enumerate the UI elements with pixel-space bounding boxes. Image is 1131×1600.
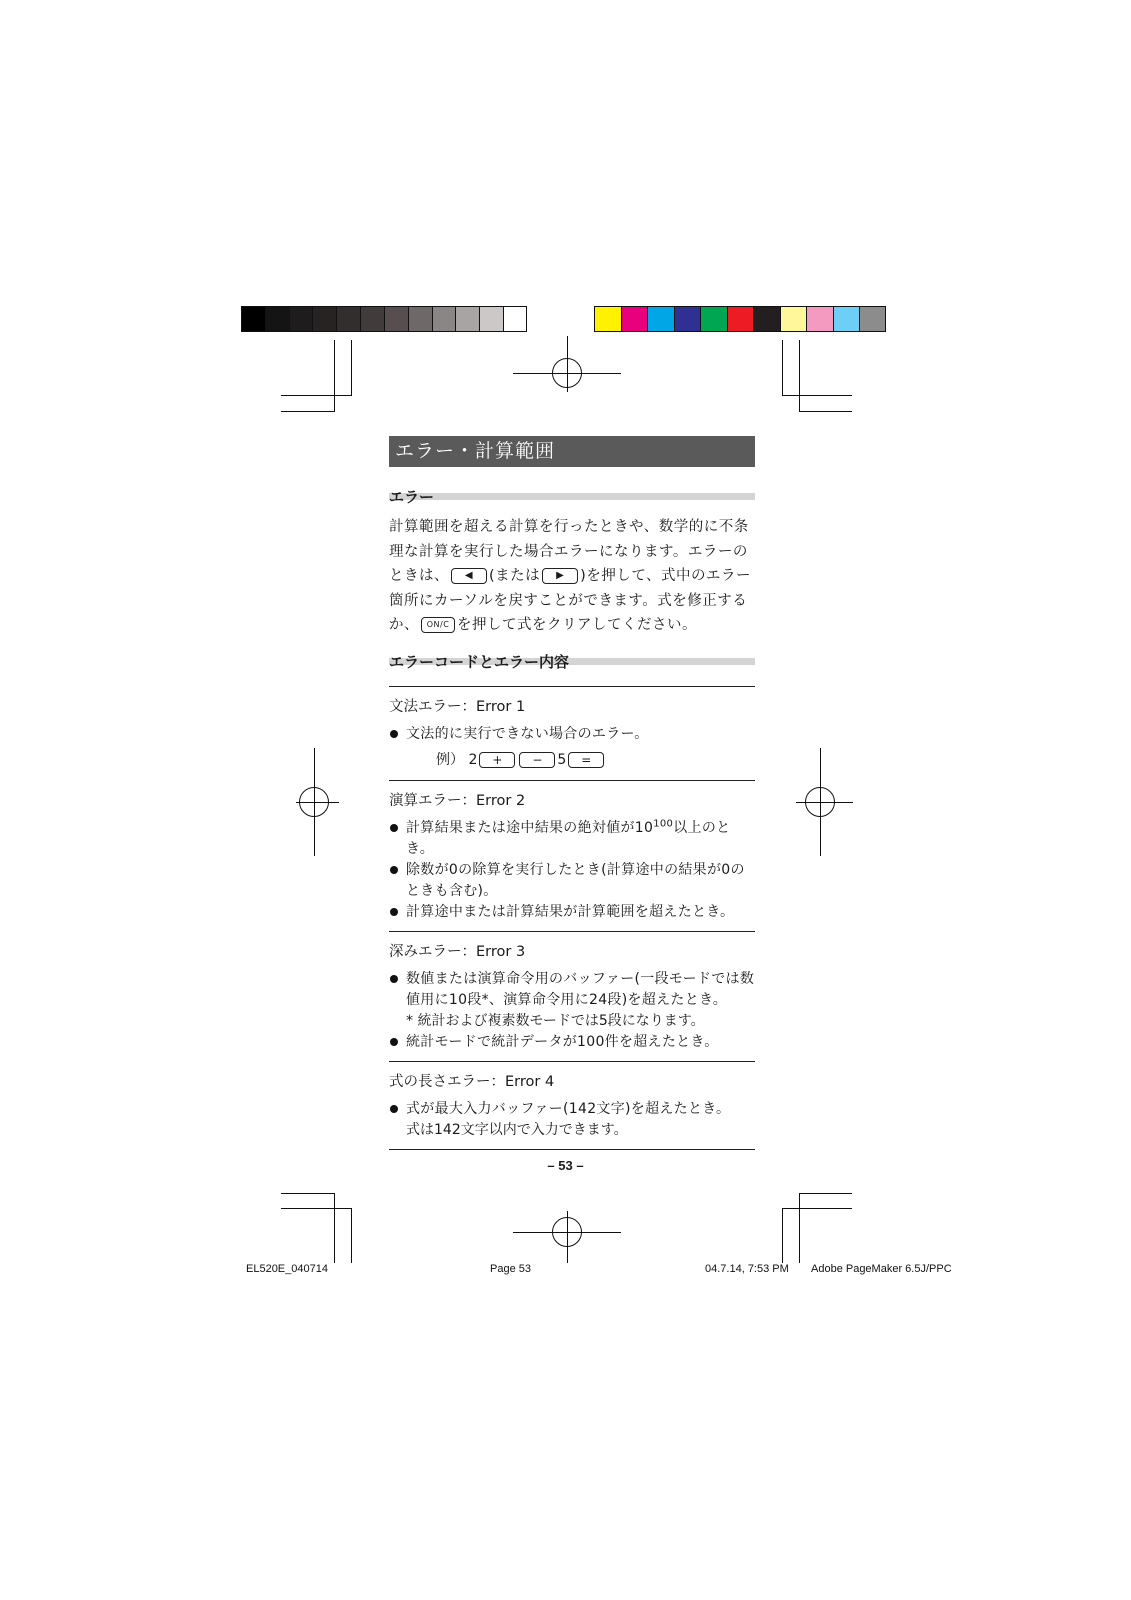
page-number: – 53 – <box>547 1158 584 1173</box>
heading-underline <box>389 493 755 500</box>
error-4-section <box>389 1062 755 1149</box>
swatch <box>675 307 702 331</box>
swatch <box>409 307 433 331</box>
crop-mark <box>334 1193 335 1263</box>
onc-key: ON/C <box>421 617 455 633</box>
bullet-item: 式が最大入力バッファー(142文字)を超えたとき。 <box>389 1099 755 1120</box>
swatch <box>595 307 622 331</box>
crop-mark <box>799 1193 852 1194</box>
swatch <box>266 307 290 331</box>
crop-mark <box>782 1208 852 1209</box>
swatch <box>456 307 480 331</box>
registration-circle <box>552 358 582 388</box>
color-bar <box>594 306 886 332</box>
footer-file: EL520E_040714 <box>246 1263 328 1275</box>
crop-mark <box>782 340 783 396</box>
error-1-title: 文法エラー：Error 1 <box>389 698 526 715</box>
swatch <box>728 307 755 331</box>
swatch <box>480 307 504 331</box>
swatch <box>754 307 781 331</box>
para-line: 箇所にカーソルを戻すことができます。式を修正する <box>389 592 748 609</box>
codes-heading <box>389 650 755 672</box>
bullet-icon <box>390 975 398 983</box>
bullet-icon <box>390 1105 398 1113</box>
bullet-icon <box>390 866 398 874</box>
swatch <box>860 307 885 331</box>
crop-mark <box>281 395 351 396</box>
para-line: か、 ON/C を押して式をクリアしてください。 <box>389 617 697 633</box>
swatch <box>807 307 834 331</box>
crop-mark <box>351 340 352 396</box>
crop-mark <box>281 1193 335 1194</box>
manual-content <box>389 436 755 1150</box>
swatch <box>504 307 526 331</box>
swatch <box>242 307 266 331</box>
footer-page: Page 53 <box>490 1263 531 1275</box>
swatch <box>337 307 361 331</box>
crop-mark <box>281 411 335 412</box>
error-3-title: 深みエラー：Error 3 <box>389 943 526 960</box>
swatch <box>622 307 649 331</box>
error-heading-text: エラー <box>389 488 435 506</box>
footer-date: 04.7.14, 7:53 PM <box>705 1263 789 1275</box>
codes-heading-text: エラーコードとエラー内容 <box>389 652 570 671</box>
bullet-icon <box>390 1038 398 1046</box>
error-2-section <box>389 781 755 931</box>
bullet-icon <box>390 824 398 832</box>
swatch <box>648 307 675 331</box>
swatch <box>701 307 728 331</box>
crop-mark <box>799 1193 800 1263</box>
para-line: 計算範囲を超える計算を行ったときや、数学的に不条 <box>389 519 749 535</box>
registration-circle <box>805 787 835 817</box>
divider <box>389 1149 755 1150</box>
crop-mark <box>334 340 335 412</box>
footnote: * 統計および複素数モードでは5段になります。 <box>406 1012 705 1029</box>
section-title: エラー・計算範囲 <box>389 436 755 467</box>
registration-circle <box>299 787 329 817</box>
bullet-item: 計算途中または計算結果が計算範囲を超えたとき。 <box>389 902 755 923</box>
registration-circle <box>552 1217 582 1247</box>
crop-mark <box>782 395 852 396</box>
example-line: 例） 2 + − 5 = <box>389 748 755 772</box>
error-description <box>389 515 755 638</box>
swatch <box>781 307 808 331</box>
para-line: 理な計算を実行した場合エラーになります。エラーの <box>389 543 748 560</box>
crop-mark <box>351 1208 352 1263</box>
grayscale-bar <box>241 306 527 332</box>
error-heading <box>389 485 755 507</box>
bullet-icon <box>390 730 398 738</box>
footer-app: Adobe PageMaker 6.5J/PPC <box>811 1263 952 1275</box>
bullet-item: 統計モードで統計データが100件を超えたとき。 <box>389 1032 755 1053</box>
bullet-continuation: 式は142文字以内で入力できます。 <box>406 1121 628 1138</box>
bullet-item: 計算結果または途中結果の絶対値が$10^{100}$以上のとき。 <box>389 818 755 860</box>
swatch <box>834 307 861 331</box>
bullet-item: 文法的に実行できない場合のエラー。 <box>389 724 755 745</box>
swatch <box>433 307 457 331</box>
error-1-section <box>389 687 755 780</box>
error-2-title: 演算エラー：Error 2 <box>389 792 526 809</box>
equals-key: = <box>568 752 604 768</box>
error-4-title: 式の長さエラー：Error 4 <box>389 1073 555 1090</box>
bullet-item: 除数が0の除算を実行したとき(計算途中の結果が0のときも含む)。 <box>389 860 755 902</box>
plus-key: + <box>479 752 515 768</box>
crop-mark <box>799 340 800 412</box>
swatch <box>361 307 385 331</box>
left-arrow-key: ◀ <box>451 568 487 584</box>
swatch <box>290 307 314 331</box>
error-3-section <box>389 932 755 1061</box>
swatch <box>385 307 409 331</box>
crop-mark <box>281 1208 351 1209</box>
bullet-icon <box>390 908 398 916</box>
crop-mark <box>799 411 852 412</box>
minus-key: − <box>519 752 555 768</box>
crop-mark <box>782 1208 783 1263</box>
para-line: ときは、 ◀ (または ▶ )を押して、式中のエラー <box>389 568 752 584</box>
bullet-item: 数値または演算命令用のバッファー(一段モードでは数値用に10段*、演算命令用に24段)を超えたとき。 <box>389 969 755 1011</box>
right-arrow-key: ▶ <box>542 568 578 584</box>
swatch <box>313 307 337 331</box>
